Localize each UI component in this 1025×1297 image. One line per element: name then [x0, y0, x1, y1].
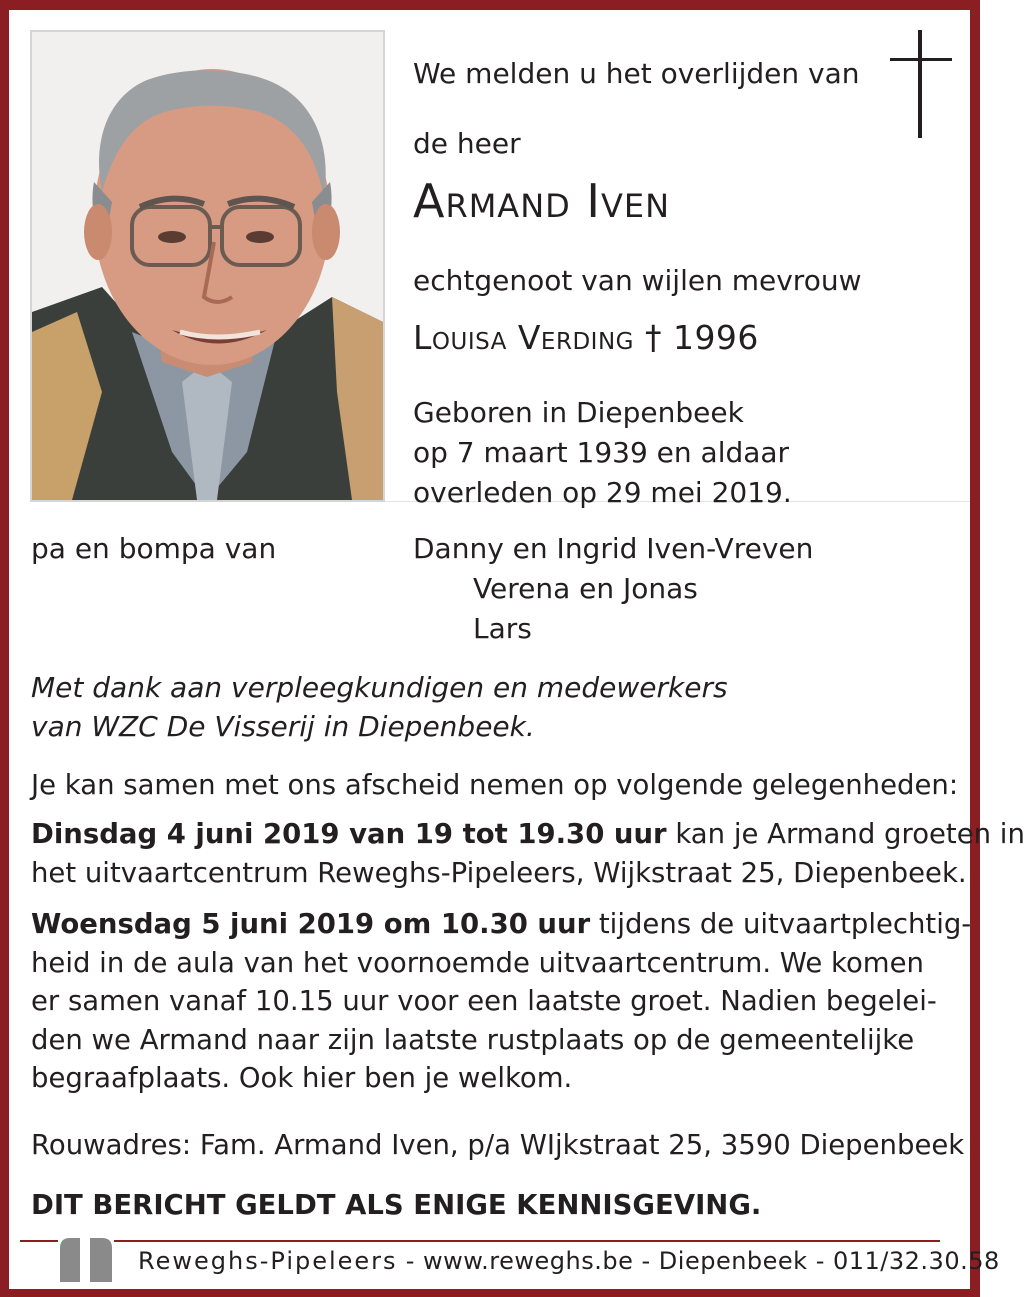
funeral-date: Woensdag 5 juni 2019 om 10.30 uur: [31, 908, 591, 940]
visitation-line: het uitvaartcentrum Reweghs-Pipeleers, Wijkstraat 25, Diepenbeek.: [31, 856, 967, 889]
footer-company: Reweghs-Pipeleers: [138, 1247, 398, 1275]
family-member: Lars: [473, 612, 532, 645]
birth-line: Geboren in Diepenbeek: [413, 396, 744, 429]
birth-line: op 7 maart 1939 en aldaar: [413, 436, 790, 469]
visitation-line: [31, 815, 1025, 854]
spouse-intro: echtgenoot van wijlen mevrouw: [413, 264, 862, 297]
family-members: [413, 529, 813, 649]
funeral-line: begraafplaats. Ook hier ben je welkom.: [31, 1062, 573, 1094]
birth-details: [413, 393, 792, 513]
pillars-logo-icon: [58, 1232, 114, 1282]
funeral-line: [31, 905, 972, 944]
funeral-text: tijdens de uitvaartplechtig-: [590, 908, 972, 940]
official-notice: [31, 1186, 955, 1225]
deceased-name: Armand Iven: [413, 174, 671, 228]
thanks-line: Met dank aan verpleegkundigen en medewerkers: [31, 671, 728, 704]
portrait-photo: [30, 30, 385, 502]
mourning-address: [31, 1126, 965, 1165]
mourning-address-line: Rouwadres: Fam. Armand Iven, p/a WIjkstraat 25, 3590 Diepenbeek: [31, 1129, 965, 1161]
footer-divider: [20, 1240, 940, 1242]
thanks-line: van WZC De Visserij in Diepenbeek.: [31, 710, 535, 743]
visitation-paragraph: [31, 815, 1025, 892]
family-member: Verena en Jonas: [473, 572, 698, 605]
title-text: de heer: [413, 127, 521, 160]
thanks-text: [31, 668, 728, 746]
visitation-text: kan je Armand groeten in: [666, 818, 1025, 850]
funeral-line: heid in de aula van het voornoemde uitvaartcentrum. We komen: [31, 946, 924, 979]
ceremony-intro: [31, 766, 959, 805]
official-notice-line: DIT BERICHT GELDT ALS ENIGE KENNISGEVING.: [31, 1189, 762, 1221]
birth-line: overleden op 29 mei 2019.: [413, 476, 792, 509]
cross-icon: [890, 30, 952, 138]
family-label: pa en bompa van: [31, 532, 277, 565]
ceremony-intro-line: Je kan samen met ons afscheid nemen op volgende gelegenheden:: [31, 769, 959, 801]
spouse-name: Louisa Verding † 1996: [413, 318, 759, 357]
funeral-line: er samen vanaf 10.15 uur voor een laatste groet. Nadien begelei-: [31, 985, 937, 1017]
footer-text: [138, 1246, 1000, 1276]
visitation-date: Dinsdag 4 juni 2019 van 19 tot 19.30 uur: [31, 818, 667, 850]
footer-details: - www.reweghs.be - Diepenbeek - 011/32.30.58: [397, 1247, 1000, 1275]
funeral-paragraph: [31, 905, 972, 1098]
family-member: Danny en Ingrid Iven-Vreven: [413, 532, 814, 565]
intro-text: We melden u het overlijden van: [413, 57, 860, 90]
funeral-line: den we Armand naar zijn laatste rustplaats op de gemeentelijke: [31, 1023, 915, 1056]
